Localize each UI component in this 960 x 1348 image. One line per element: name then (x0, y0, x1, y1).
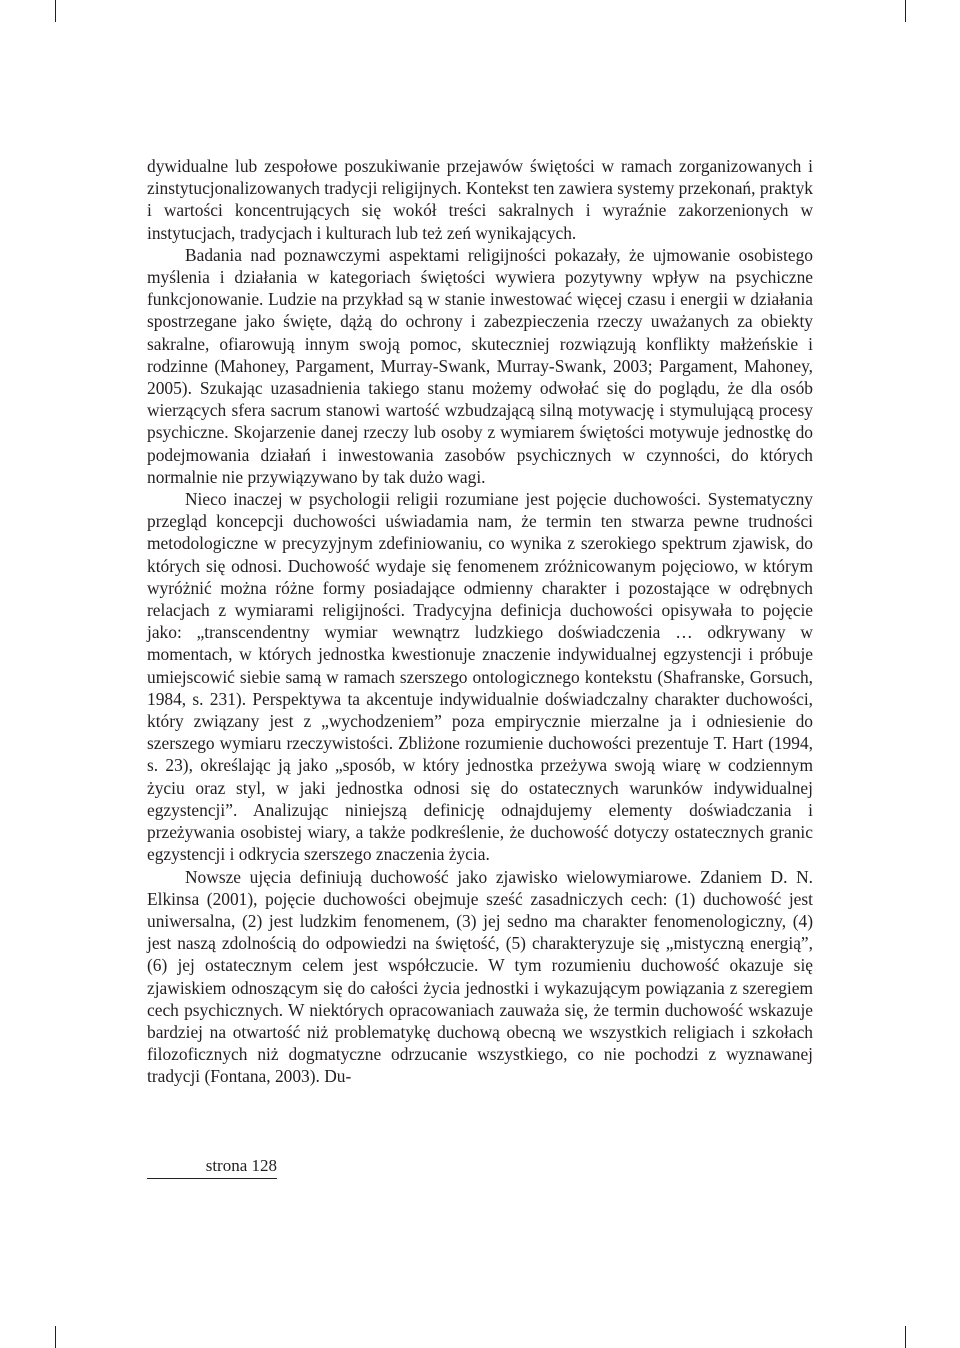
crop-mark-bottom-left (55, 1326, 56, 1348)
crop-mark-top-right (905, 0, 906, 22)
paragraph-2: Badania nad poznawczymi aspektami religijności pokazały, że ujmowanie osobistego myślenia i działania w kategoriach świętości wywiera pozytywny wpływ na psychiczne funkcjonowanie. Ludzie na przykład są w stanie inwestować więcej czasu i energii w działania spostrzegane jako święte, dążą do ochrony i zabezpieczenia rzeczy uważanych za obiekty sakralne, ofiarowują innym swoją pomoc, skuteczniej rozwiązują konflikty małżeńskie i rodzinne (Mahoney, Pargament, Murray-Swank, Murray-Swank, 2003; Pargament, Mahoney, 2005). Szukając uzasadnienia takiego stanu możemy odwołać się do poglądu, że dla osób wierzących sfera sacrum stanowi wartość wzbudzającą silną motywację i stymulującą procesy psychiczne. Skojarzenie danej rzeczy lub osoby z wymiarem świętości motywuje jednostkę do podejmowania działań i inwestowania zasobów psychicznych w czynności, do których normalnie nie przywiązywano by tak dużo wagi. (147, 244, 813, 487)
paragraph-4: Nowsze ujęcia definiują duchowość jako zjawisko wielowymiarowe. Zdaniem D. N. Elkinsa (2001), pojęcie duchowości obejmuje sześć zasadniczych cech: (1) duchowość jest uniwersalna, (2) jest ludzkim fenomenem, (3) jej sedno ma charakter fenomenologiczny, (4) jest naszą zdolnością do odpowiedzi na świętość, (5) charakteryzuje się „mistyczną energią”, (6) jej ostatecznym celem jest współczucie. W tym rozumieniu duchowość okazuje się zjawiskiem odnoszącym się do całości życia jednostki i wykazującym powiązania z szeregiem cech psychicznych. W niektórych opracowaniach zauważa się, że termin duchowość wskazuje bardziej na otwartość niż problematykę duchową obecną we wszystkich religiach i szkołach filozoficznych niż dogmatyczne odrzucanie wszystkiego, co nie pochodzi z wyznawanej tradycji (Fontana, 2003). Du- (147, 866, 813, 1087)
crop-mark-bottom-right (905, 1326, 906, 1348)
crop-mark-top-left (55, 0, 56, 22)
paragraph-1: dywidualne lub zespołowe poszukiwanie przejawów świętości w ramach zorganizowanych i zinstytucjonalizowanych tradycji religijnych. Kontekst ten zawiera systemy przekonań, praktyk i wartości koncentrujących się wokół treści sakralnych i wyraźnie zakorzenionych w instytucjach, tradycjach i kulturach lub też zeń wynikających. (147, 156, 813, 243)
paragraph-3: Nieco inaczej w psychologii religii rozumiane jest pojęcie duchowości. Systematyczny przegląd koncepcji duchowości uświadamia nam, że termin ten stwarza pewne trudności metodologiczne w precyzyjnym zdefiniowaniu, co wynika z szerokiego spektrum zjawisk, do których się odnosi. Duchowość wydaje się fenomenem zróżnicowanym pojęciowo, w którym wyróżnić można różne formy posiadające odmienny charakter i pozostające w odrębnych relacjach z wymiarami religijności. Tradycyjna definicja duchowości opisywała to pojęcie jako: „transcendentny wymiar wewnątrz ludzkiego doświadczenia … odkrywany w momentach, w których jednostka kwestionuje znaczenie indywidualnej egzystencji i próbuje umiejscowić siebie samą w ramach szerszego ontologicznego kontekstu (Shafranske, Gorsuch, 1984, s. 231). Perspektywa ta akcentuje indywidualnie doświadczalny charakter duchowości, który związany jest z „wychodzeniem” poza empirycznie mierzalne ja i odniesienie do szerszego wymiaru rzeczywistości. Zbliżone rozumienie duchowości prezentuje T. Hart (1994, s. 23), określając ją jako „sposób, w który jednostka przeżywa swoją wiarę w codziennym życiu oraz styl, w jaki jednostka odnosi się do ostatecznych warunków indywidualnej egzystencji”. Analizując niniejszą definicję odnajdujemy elementy doświadczania i przeżywania osobistej wiary, a także podkreślenie, że duchowość dotyczy ostatecznych granic egzystencji i odkrycia szerszego znaczenia życia. (147, 489, 813, 865)
page-number: strona 128 (147, 1154, 277, 1179)
body-text (147, 155, 813, 1088)
